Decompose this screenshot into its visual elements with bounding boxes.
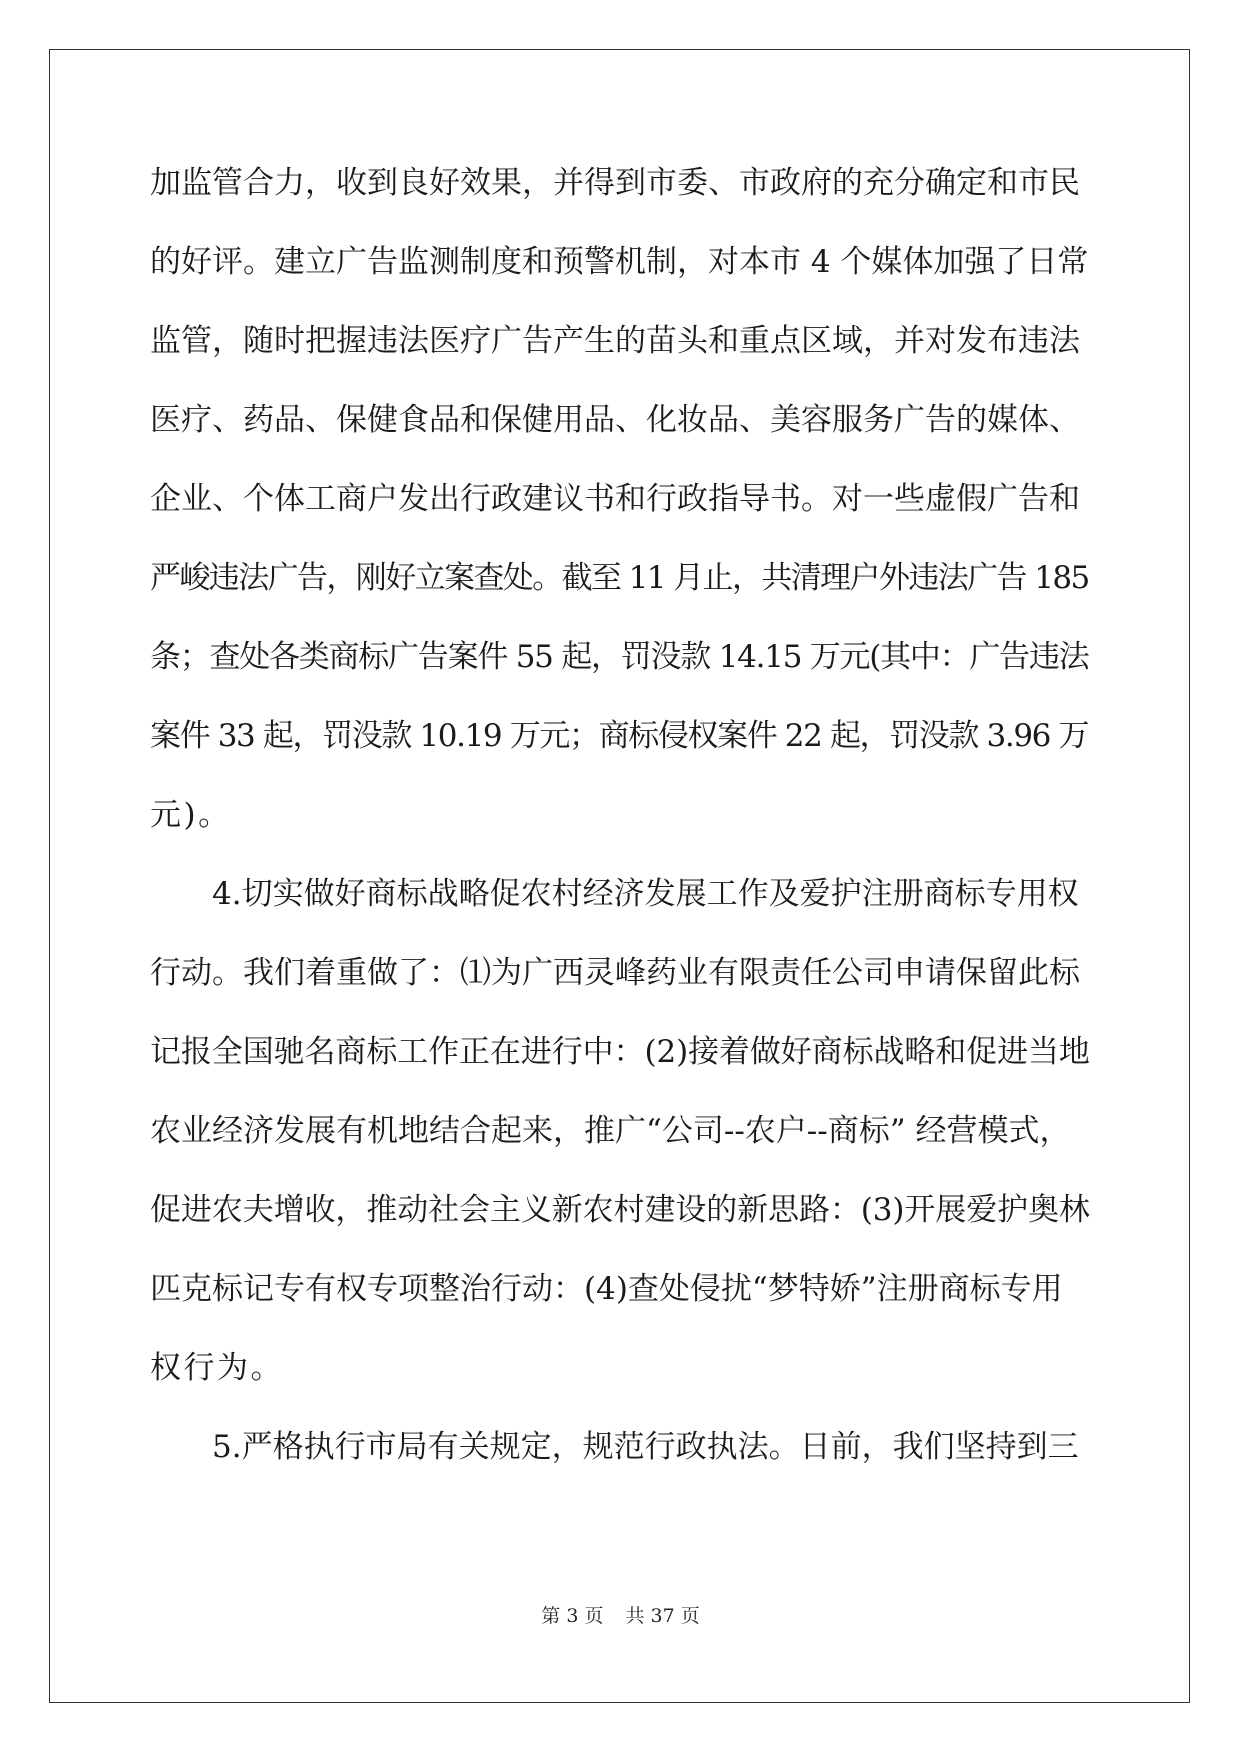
paragraph-line: 企业、个体工商户发出行政建议书和行政指导书。对一些虚假广告和 <box>150 481 1080 517</box>
paragraph-line: 匹克标记专有权专项整治行动：(4)查处侵扰“梦特娇”注册商标专用 <box>150 1271 1063 1307</box>
paragraph-line: 的好评。建立广告监测制度和预警机制，对本市 4 个媒体加强了日常 <box>150 244 1089 280</box>
paragraph-line: 农业经济发展有机地结合起来，推广“公司--农户--商标” 经营模式， <box>150 1113 1071 1149</box>
paragraph-line: 加监管合力，收到良好效果，并得到市委、市政府的充分确定和市民 <box>150 165 1080 201</box>
paragraph-line: 条；查处各类商标广告案件 55 起，罚没款 14.15 万元(其中：广告违法 <box>150 639 1089 675</box>
document-body <box>150 163 1090 1506</box>
page-number: 第 3 页 <box>541 1605 604 1627</box>
page-total: 共 37 页 <box>625 1605 700 1627</box>
paragraph-line-indented: 4.切实做好商标战略促农村经济发展工作及爱护注册商标专用权 <box>212 876 1079 912</box>
paragraph-line: 行动。我们着重做了：⑴为广西灵峰药业有限责任公司申请保留此标 <box>150 955 1080 991</box>
paragraph-line: 元)。 <box>150 797 232 833</box>
paragraph-line-indented: 5.严格执行市局有关规定，规范行政执法。日前，我们坚持到三 <box>212 1429 1079 1465</box>
page-footer <box>0 1601 1241 1628</box>
paragraph-line: 案件 33 起，罚没款 10.19 万元；商标侵权案件 22 起，罚没款 3.96 万 <box>150 718 1089 754</box>
paragraph-line: 医疗、药品、保健食品和保健用品、化妆品、美容服务广告的媒体、 <box>150 402 1080 438</box>
paragraph-line: 监管，随时把握违法医疗广告产生的苗头和重点区域，并对发布违法 <box>150 323 1080 359</box>
paragraph-line: 促进农夫增收，推动社会主义新农村建设的新思路：(3)开展爱护奥林 <box>150 1192 1090 1228</box>
paragraph-line: 权行为。 <box>150 1350 284 1386</box>
paragraph-line: 严峻违法广告，刚好立案查处。截至 11 月止，共清理户外违法广告 185 <box>150 560 1089 596</box>
paragraph-line: 记报全国驰名商标工作正在进行中：(2)接着做好商标战略和促进当地 <box>150 1034 1090 1070</box>
